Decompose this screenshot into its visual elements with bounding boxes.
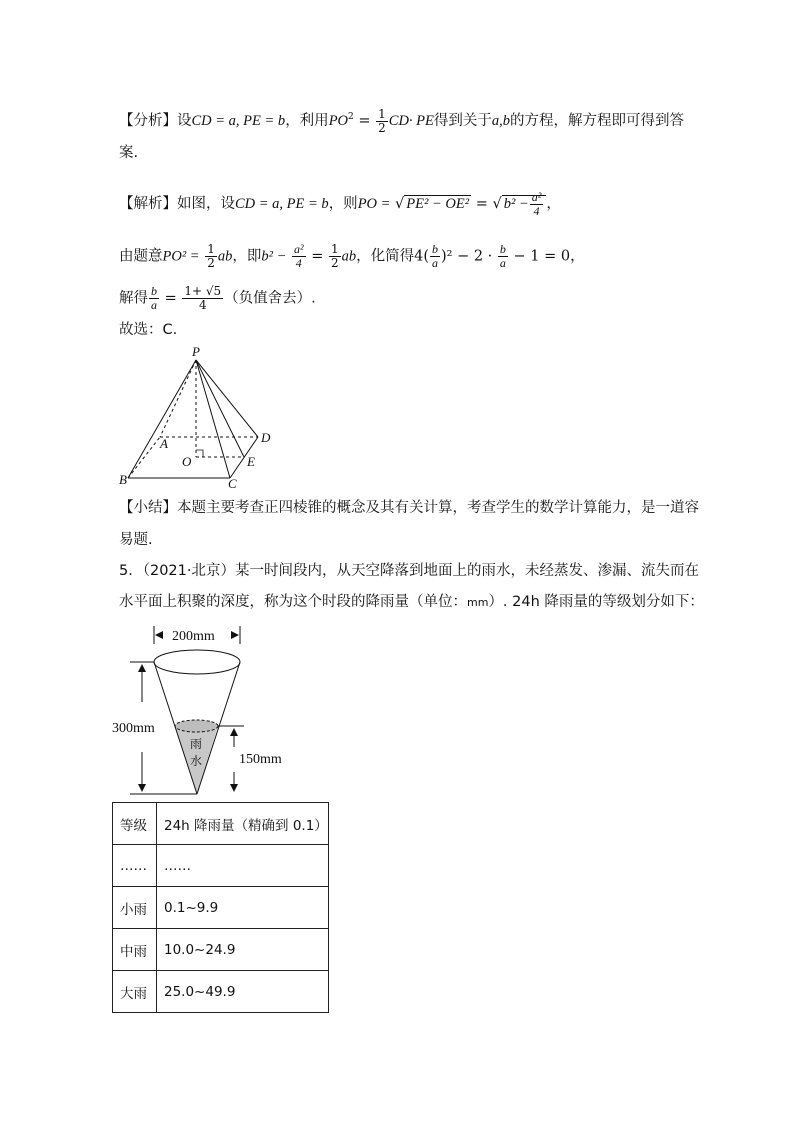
expr-part: 4( [414, 248, 429, 265]
label-C: C [228, 476, 237, 490]
table-cell: 小雨 [113, 887, 157, 929]
expr-part: − 1 = 0 [513, 248, 571, 265]
radical-2 [502, 190, 547, 218]
table-cell: 25.0~49.9 [157, 971, 329, 1013]
analysis-tag: 【分析】 [119, 113, 177, 129]
table-cell: …… [113, 845, 157, 887]
summary-line-1: 【小结】本题主要考查正四棱锥的概念及其有关计算，考查学生的数学计算能力，是一道容 [119, 500, 699, 516]
analysis-line-1 [119, 107, 684, 135]
po-squared: PO² = [162, 248, 200, 265]
label-water-height: 150mm [239, 752, 282, 767]
problem5-line-1: 5．（2021·北京）某一时间段内，从天空降落到地面上的雨水，未经蒸发、渗漏、流失而在 [119, 563, 699, 579]
analysis-text: 的方程，解方程即可得到答 [510, 113, 685, 129]
fraction: $\frac{b}{a}$ [431, 242, 438, 270]
analysis-line-2: 案. [119, 145, 139, 161]
radical-1: PE² − OE² [406, 195, 470, 212]
label-width: 200mm [172, 629, 215, 644]
equals-sign: = [358, 113, 371, 129]
solution-text: （负值舍去）. [224, 290, 316, 307]
equals-sign: = [311, 248, 324, 265]
unit-mm: mm [467, 596, 489, 609]
fraction: $\frac{\text{a²}}{4}$ [293, 242, 304, 270]
radical-2-term: b² − [503, 195, 529, 212]
edge-BA [128, 437, 160, 478]
solution-text: 解得 [119, 290, 148, 307]
cd-pe-product: CD· PE [388, 113, 434, 129]
table-cell: 大雨 [113, 971, 157, 1013]
problem5-line-2 [119, 592, 704, 613]
header-rainfall: 24h 降雨量（精确到 0.1） [157, 803, 329, 845]
analysis-text: ，利用 [285, 113, 329, 129]
fraction: $\frac{1+ √5}{4}$ [184, 284, 222, 312]
solution-set-expr: CD = a, PE = b [235, 195, 329, 212]
solution-text: ，即 [232, 248, 262, 265]
rainfall-grade-table [112, 802, 329, 1013]
summary-line-2: 易题. [119, 532, 153, 548]
label-rain-1: 雨 [190, 737, 203, 751]
label-P: P [192, 344, 200, 359]
b-squared: b² − [261, 248, 287, 265]
edge-PA [160, 360, 196, 437]
label-E: E [247, 454, 255, 469]
edge-PD [196, 360, 258, 437]
water-surface [175, 720, 218, 732]
solution-text: ，则 [328, 195, 358, 212]
table-row [113, 971, 329, 1013]
fraction: $\frac{1}{2}$ [207, 242, 215, 270]
fraction: $\frac{b}{a}$ [499, 242, 506, 270]
table-cell: …… [157, 845, 329, 887]
problem5-text: 水平面上积聚的深度，称为这个时段的降雨量（单位： [119, 594, 467, 610]
equals-sign: = [475, 195, 488, 212]
table-row [113, 845, 329, 887]
square-exponent: 2 [348, 112, 354, 122]
header-grade: 等级 [113, 803, 157, 845]
comma: ， [546, 195, 561, 212]
cone-top-rim [154, 650, 240, 674]
analysis-set-expr: CD = a, PE = b [191, 113, 286, 129]
fraction: $\frac{b}{a}$ [151, 284, 157, 312]
ab-term: ab [341, 248, 357, 265]
analysis-text: 设 [177, 113, 192, 129]
problem5-text: ）. 24h 降雨量的等级划分如下： [488, 594, 704, 610]
pyramid-figure [110, 340, 290, 490]
solution-text: 由题意 [119, 248, 163, 265]
table-cell: 中雨 [113, 929, 157, 971]
solution-line-3 [119, 285, 316, 312]
solution-line-1: 【解析】如图，设CD = a, PE = b，则PO = √ PE² − OE² = √ b² − $\frac{\text{a²}}{4}$ ， [119, 190, 561, 218]
po-expr: PO = [357, 195, 391, 212]
analysis-text: 得到关于 [433, 113, 492, 129]
label-height: 300mm [112, 721, 155, 736]
table-cell: 10.0~24.9 [157, 929, 329, 971]
solution-text: ，化简得 [356, 248, 415, 265]
solution-tag: 【解析】 [119, 195, 177, 212]
label-B: B [119, 472, 127, 487]
table-cell: 0.1~9.9 [157, 887, 329, 929]
right-angle-mark [196, 450, 203, 457]
label-D: D [261, 430, 271, 445]
label-rain-2: 水 [190, 754, 203, 768]
solution-line-2 [119, 243, 585, 270]
comma: ， [570, 248, 585, 265]
solution-text: 如图，设 [177, 195, 235, 212]
answer-line: 故选：C. [119, 322, 178, 338]
expr-part: )² − 2 · [440, 248, 493, 265]
fraction: $\frac{1}{2}$ [330, 242, 339, 270]
fraction: $\frac{\text{a²}}{4}$ [531, 190, 542, 218]
fraction-half: $\frac{1}{2}$ [378, 106, 386, 135]
label-O: O [182, 454, 192, 469]
label-A: A [160, 436, 168, 451]
cone-figure [112, 622, 292, 800]
table-row [113, 887, 329, 929]
ab-term: ab [217, 248, 233, 265]
table-header-row [113, 803, 329, 845]
ab-vars: a,b [491, 113, 511, 129]
table-row [113, 929, 329, 971]
po-symbol: PO [328, 113, 349, 129]
equals-sign: = [164, 290, 177, 307]
